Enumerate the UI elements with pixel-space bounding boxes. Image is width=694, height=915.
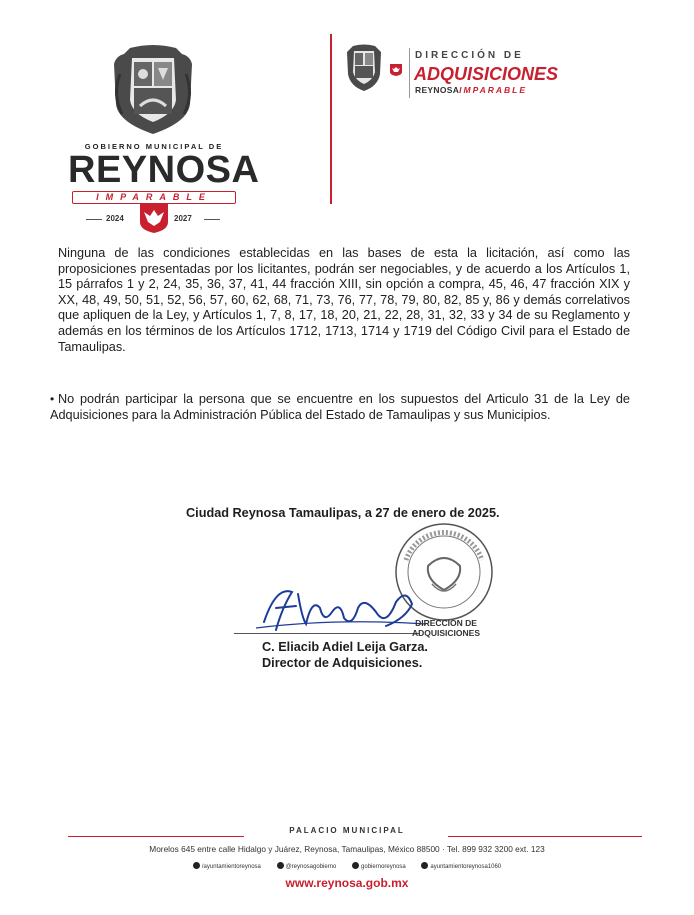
year-start: 2024: [106, 214, 124, 223]
instagram-icon: [352, 862, 359, 869]
eagle-badge-icon: [138, 202, 170, 234]
signer-name: C. Eliacib Adiel Leija Garza.: [262, 640, 428, 654]
twitter-icon: [277, 862, 284, 869]
divider: [204, 219, 220, 220]
municipal-logo: [68, 44, 260, 236]
header-divider: [330, 34, 332, 204]
department-logo: [345, 44, 585, 104]
tiktok-icon: [421, 862, 428, 869]
signer-title: Director de Adquisiciones.: [262, 655, 423, 670]
coat-of-arms-icon: [110, 44, 196, 136]
reynosa-small: REYNOSA: [415, 85, 460, 95]
stamp-line-1: DIRECCION DE: [415, 618, 477, 628]
social-links: [0, 862, 694, 870]
direccion-de-label: DIRECCIÓN DE: [415, 50, 524, 61]
eagle-badge-icon: [390, 64, 402, 76]
divider: [409, 48, 410, 98]
footer-address: Morelos 645 entre calle Hidalgo y Juárez, Reynosa, Tamaulipas, México 88500 · Tel. 899 932 3200 ext. 123: [149, 844, 545, 854]
department-name: ADQUISICIONES: [414, 64, 559, 84]
year-end: 2027: [174, 214, 192, 223]
coat-of-arms-icon: [345, 44, 383, 92]
slogan-text: IMPARABLE: [96, 192, 212, 202]
bullet-text: No podrán participar la persona que se encuentre en los supuestos del Articulo 31 de la Ley de Adquisiciones para la Administración Pública del Estado de Tamaulipas y sus Municipios.: [50, 392, 630, 422]
city-wordmark: REYNOSA: [68, 149, 260, 191]
footer-line-left: [68, 836, 244, 837]
bullet-icon: •: [50, 392, 55, 406]
signer-block: [262, 640, 428, 671]
instagram-link[interactable]: gobiernoreynosa: [352, 862, 406, 870]
facebook-link[interactable]: /ayuntamientoreynosa: [193, 862, 261, 870]
footer-line-right: [448, 836, 642, 837]
website-link[interactable]: www.reynosa.gob.mx: [285, 876, 409, 890]
twitter-link[interactable]: @reynosagobierno: [277, 862, 337, 870]
signature-line: [234, 633, 420, 634]
department-stamp: [412, 618, 480, 638]
gov-line: GOBIERNO MUNICIPAL DE: [84, 142, 224, 151]
imparable-small: IMPARABLE: [459, 85, 528, 95]
reynosa-imparable-tag: [415, 85, 527, 95]
facebook-icon: [193, 862, 200, 869]
term-years: [68, 202, 240, 232]
stamp-line-2: ADQUISICIONES: [412, 628, 481, 638]
bullet-item: [50, 392, 630, 423]
handwritten-signature: [236, 578, 436, 638]
footer-title: PALACIO MUNICIPAL: [289, 826, 405, 835]
conditions-paragraph: Ninguna de las condiciones establecidas en las bases de esta la licitación, así como las proposiciones presentadas por los licitantes, podrán ser negociables, y de acuerdo a los Artículos 1, 15 párrafos 1 y 2, 24, 35, 36, 37, 41, 44 fracción XIII, sin opción a compra, 45, 46, 47 fracción XIX y XX, 48, 49, 50, 51, 52, 56, 57, 60, 62, 68, 71, 73, 76, 77, 78, 79, 80, 82, 85 y, 86 y demás correlativos que apliquen de la Ley, y Artículos 1, 7, 8, 17, 18, 20, 21, 22, 28, 31, 32, 33 y 34 de su Reglamento y además en los términos de los Artículos 1712, 1713, 1714 y 1719 del Código Civil para el Estado de Tamaulipas.: [58, 246, 630, 354]
divider: [86, 219, 102, 220]
date-line: Ciudad Reynosa Tamaulipas, a 27 de enero de 2025.: [186, 506, 500, 520]
tiktok-link[interactable]: ayuntamientoreynosa1060: [421, 862, 501, 870]
